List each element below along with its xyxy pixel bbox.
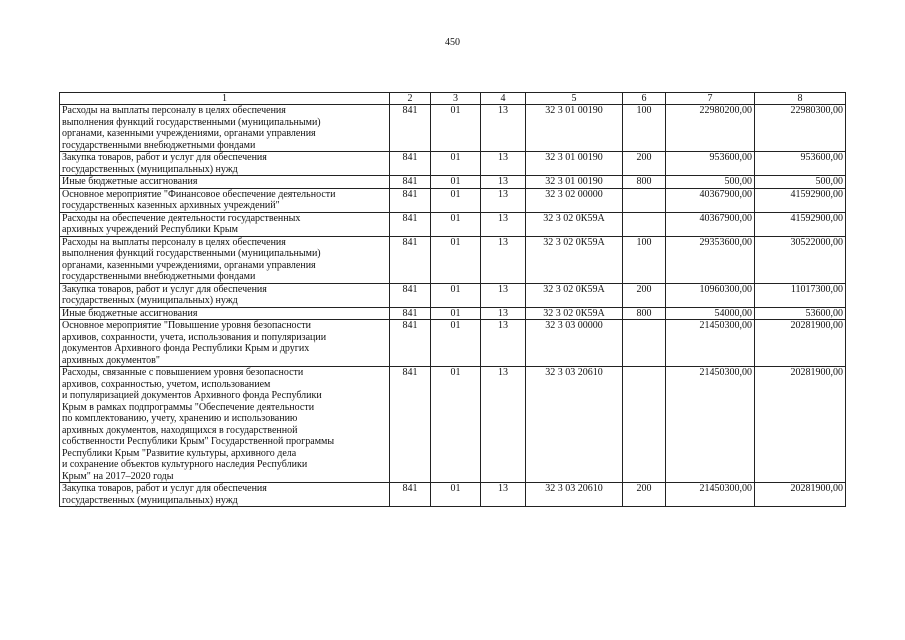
grbs-code-cell: 841 xyxy=(390,283,431,307)
amount-year1-cell: 21450300,00 xyxy=(666,367,755,483)
expense-type-cell xyxy=(623,188,666,212)
expense-type-cell xyxy=(623,367,666,483)
row-name-cell: Основное мероприятие "Финансовое обеспечение деятельности государственных казенных архивных учреждений" xyxy=(60,188,390,212)
expense-type-cell: 100 xyxy=(623,236,666,283)
section-code-cell: 01 xyxy=(431,367,481,483)
section-code-cell: 01 xyxy=(431,483,481,507)
row-name-cell: Закупка товаров, работ и услуг для обеспечения государственных (муниципальных) нужд xyxy=(60,152,390,176)
section-code-cell: 01 xyxy=(431,307,481,320)
row-name-cell: Иные бюджетные ассигнования xyxy=(60,176,390,189)
target-article-cell: 32 3 03 20610 xyxy=(526,483,623,507)
expense-type-cell: 200 xyxy=(623,152,666,176)
expense-type-cell: 100 xyxy=(623,105,666,152)
table-row xyxy=(60,320,846,367)
table-body xyxy=(60,105,846,507)
grbs-code-cell: 841 xyxy=(390,307,431,320)
row-name-cell: Закупка товаров, работ и услуг для обеспечения государственных (муниципальных) нужд xyxy=(60,283,390,307)
subsection-code-cell: 13 xyxy=(481,212,526,236)
column-header: 1 xyxy=(60,93,390,105)
subsection-code-cell: 13 xyxy=(481,105,526,152)
column-header: 3 xyxy=(431,93,481,105)
row-name-cell: Закупка товаров, работ и услуг для обеспечения государственных (муниципальных) нужд xyxy=(60,483,390,507)
grbs-code-cell: 841 xyxy=(390,188,431,212)
amount-year1-cell: 10960300,00 xyxy=(666,283,755,307)
amount-year2-cell: 11017300,00 xyxy=(755,283,846,307)
amount-year2-cell: 41592900,00 xyxy=(755,188,846,212)
target-article-cell: 32 3 02 0К59А xyxy=(526,236,623,283)
table-header xyxy=(60,93,846,105)
amount-year2-cell: 20281900,00 xyxy=(755,367,846,483)
table-row xyxy=(60,212,846,236)
grbs-code-cell: 841 xyxy=(390,105,431,152)
subsection-code-cell: 13 xyxy=(481,152,526,176)
table-row xyxy=(60,105,846,152)
amount-year1-cell: 40367900,00 xyxy=(666,212,755,236)
section-code-cell: 01 xyxy=(431,283,481,307)
grbs-code-cell: 841 xyxy=(390,367,431,483)
grbs-code-cell: 841 xyxy=(390,236,431,283)
column-header: 8 xyxy=(755,93,846,105)
section-code-cell: 01 xyxy=(431,105,481,152)
section-code-cell: 01 xyxy=(431,176,481,189)
target-article-cell: 32 3 02 00000 xyxy=(526,188,623,212)
target-article-cell: 32 3 02 0К59А xyxy=(526,212,623,236)
grbs-code-cell: 841 xyxy=(390,212,431,236)
expense-type-cell: 200 xyxy=(623,483,666,507)
row-name-cell: Основное мероприятие "Повышение уровня безопасности архивов, сохранности, учета, использования и популяризации документов Архивного фонда Республики Крым и других архивных документов" xyxy=(60,320,390,367)
target-article-cell: 32 3 01 00190 xyxy=(526,152,623,176)
target-article-cell: 32 3 03 00000 xyxy=(526,320,623,367)
table-row xyxy=(60,188,846,212)
amount-year1-cell: 22980200,00 xyxy=(666,105,755,152)
section-code-cell: 01 xyxy=(431,236,481,283)
row-name-cell: Иные бюджетные ассигнования xyxy=(60,307,390,320)
table-row xyxy=(60,176,846,189)
section-code-cell: 01 xyxy=(431,320,481,367)
section-code-cell: 01 xyxy=(431,212,481,236)
amount-year2-cell: 41592900,00 xyxy=(755,212,846,236)
row-name-cell: Расходы на выплаты персоналу в целях обеспечения выполнения функций государственными (муниципальными) органами, казенными учреждениями, органами управления государственными внебюджетными фондами xyxy=(60,236,390,283)
target-article-cell: 32 3 02 0К59А xyxy=(526,283,623,307)
subsection-code-cell: 13 xyxy=(481,283,526,307)
subsection-code-cell: 13 xyxy=(481,176,526,189)
grbs-code-cell: 841 xyxy=(390,320,431,367)
row-name-cell: Расходы на выплаты персоналу в целях обеспечения выполнения функций государственными (муниципальными) органами, казенными учреждениями, органами управления государственными внебюджетными фондами xyxy=(60,105,390,152)
amount-year1-cell: 21450300,00 xyxy=(666,320,755,367)
amount-year1-cell: 40367900,00 xyxy=(666,188,755,212)
amount-year1-cell: 500,00 xyxy=(666,176,755,189)
amount-year2-cell: 53600,00 xyxy=(755,307,846,320)
target-article-cell: 32 3 02 0К59А xyxy=(526,307,623,320)
column-header: 6 xyxy=(623,93,666,105)
amount-year2-cell: 22980300,00 xyxy=(755,105,846,152)
grbs-code-cell: 841 xyxy=(390,152,431,176)
expense-type-cell: 200 xyxy=(623,283,666,307)
amount-year1-cell: 953600,00 xyxy=(666,152,755,176)
target-article-cell: 32 3 01 00190 xyxy=(526,105,623,152)
amount-year2-cell: 953600,00 xyxy=(755,152,846,176)
target-article-cell: 32 3 01 00190 xyxy=(526,176,623,189)
amount-year2-cell: 20281900,00 xyxy=(755,483,846,507)
table-row xyxy=(60,483,846,507)
row-name-cell: Расходы, связанные с повышением уровня безопасности архивов, сохранностью, учетом, использованием и популяризацией документов Архивного фонда Республики Крым в рамках подпрограммы "Обеспечение деятельности по комплектованию, учету, хранению и использованию архивных документов, находящихся в государственной собственности Республики Крым" Государственной программы Республики Крым "Развитие культуры, архивного дела и сохранение объектов культурного наследия Республики Крым" на 2017–2020 годы xyxy=(60,367,390,483)
grbs-code-cell: 841 xyxy=(390,176,431,189)
subsection-code-cell: 13 xyxy=(481,367,526,483)
section-code-cell: 01 xyxy=(431,152,481,176)
expense-type-cell xyxy=(623,212,666,236)
subsection-code-cell: 13 xyxy=(481,483,526,507)
subsection-code-cell: 13 xyxy=(481,236,526,283)
amount-year2-cell: 20281900,00 xyxy=(755,320,846,367)
table-row xyxy=(60,283,846,307)
target-article-cell: 32 3 03 20610 xyxy=(526,367,623,483)
amount-year1-cell: 54000,00 xyxy=(666,307,755,320)
grbs-code-cell: 841 xyxy=(390,483,431,507)
column-number-row xyxy=(60,93,846,105)
table-row xyxy=(60,152,846,176)
column-header: 4 xyxy=(481,93,526,105)
amount-year2-cell: 30522000,00 xyxy=(755,236,846,283)
amount-year1-cell: 21450300,00 xyxy=(666,483,755,507)
amount-year2-cell: 500,00 xyxy=(755,176,846,189)
subsection-code-cell: 13 xyxy=(481,320,526,367)
expense-type-cell xyxy=(623,320,666,367)
expense-type-cell: 800 xyxy=(623,176,666,189)
table-row xyxy=(60,307,846,320)
page-number: 450 xyxy=(445,37,460,48)
amount-year1-cell: 29353600,00 xyxy=(666,236,755,283)
table-row xyxy=(60,236,846,283)
subsection-code-cell: 13 xyxy=(481,307,526,320)
expense-type-cell: 800 xyxy=(623,307,666,320)
column-header: 7 xyxy=(666,93,755,105)
column-header: 2 xyxy=(390,93,431,105)
section-code-cell: 01 xyxy=(431,188,481,212)
table-row xyxy=(60,367,846,483)
column-header: 5 xyxy=(526,93,623,105)
budget-table xyxy=(59,92,846,507)
subsection-code-cell: 13 xyxy=(481,188,526,212)
row-name-cell: Расходы на обеспечение деятельности государственных архивных учреждений Республики Крым xyxy=(60,212,390,236)
